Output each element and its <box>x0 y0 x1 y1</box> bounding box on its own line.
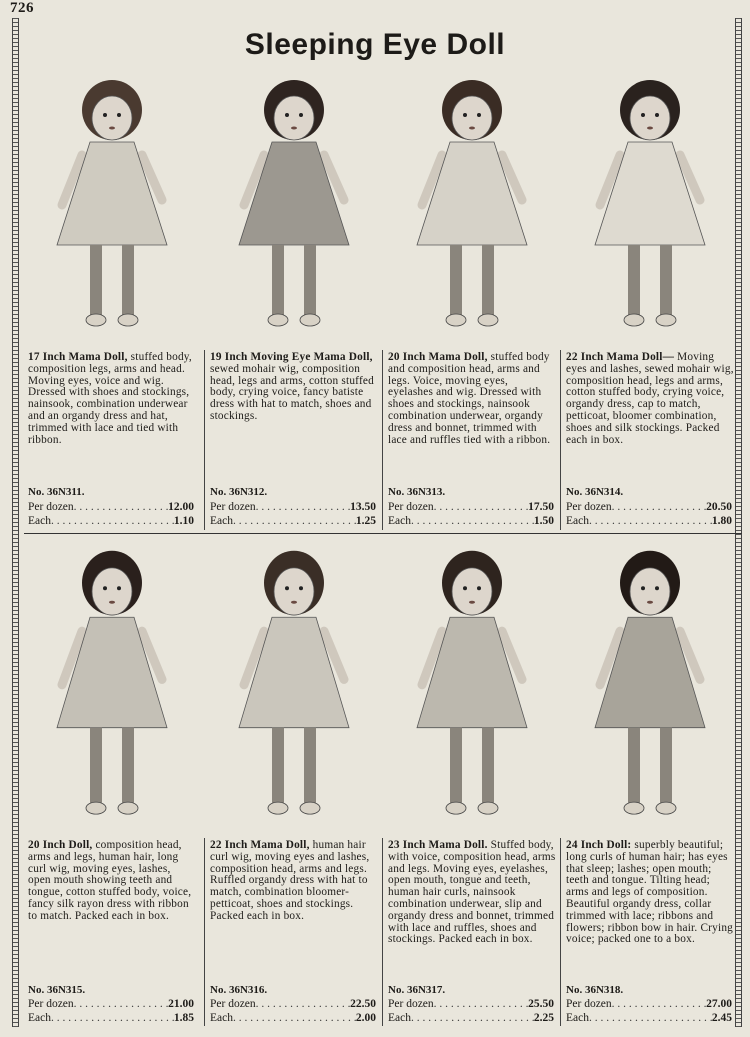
product-cell <box>384 540 560 1030</box>
doll-illustration <box>562 70 738 346</box>
doll-illustration <box>384 540 560 836</box>
price-per-dozen <box>28 998 194 1010</box>
price-value: 25.50 <box>528 998 554 1010</box>
doll-eye <box>463 113 467 117</box>
price-value: 1.80 <box>711 515 732 527</box>
product-description <box>210 840 378 923</box>
price-label: Per dozen <box>566 998 612 1010</box>
product-details: sewed mohair wig, composition head, legs and arms, cotton stuffed body, crying voice, fancy batiste dress with hat to match, shoes and stockings. <box>210 362 374 422</box>
product-name: 23 Inch Mama Doll. <box>388 839 488 851</box>
doll-dress <box>239 617 349 727</box>
price-value: 1.50 <box>533 515 554 527</box>
doll-leg <box>450 728 462 803</box>
price-per-dozen <box>388 501 554 513</box>
page-title: Sleeping Eye Doll <box>244 28 506 61</box>
top-product-row <box>24 70 742 530</box>
catalog-number: No. 36N312. <box>210 486 268 498</box>
price-each <box>388 515 554 527</box>
doll-leg <box>450 245 462 315</box>
catalog-number: No. 36N314. <box>566 486 624 498</box>
doll-leg <box>304 728 316 803</box>
price-label: Each <box>566 1012 589 1024</box>
doll-eye <box>641 113 645 117</box>
doll-leg <box>122 728 134 803</box>
product-name: 17 Inch Mama Doll, <box>28 351 128 363</box>
product-cell <box>24 70 200 530</box>
product-description <box>28 840 196 923</box>
catalog-number: No. 36N313. <box>388 486 446 498</box>
price-each <box>566 515 732 527</box>
price-each <box>566 1012 732 1024</box>
doll-leg <box>272 728 284 803</box>
doll-mouth <box>291 601 297 604</box>
doll-dress <box>57 142 167 245</box>
leader-dots <box>589 515 712 527</box>
leader-dots <box>233 1012 356 1024</box>
price-value: 2.45 <box>711 1012 732 1024</box>
doll-mouth <box>647 601 653 604</box>
price-label: Per dozen <box>210 998 256 1010</box>
product-cell <box>562 540 738 1030</box>
price-value: 2.00 <box>355 1012 376 1024</box>
doll-leg <box>628 245 640 315</box>
doll-eye <box>103 113 107 117</box>
doll-dress <box>595 142 705 245</box>
doll-shoe <box>478 802 498 814</box>
doll-illustration <box>206 70 382 346</box>
price-per-dozen <box>388 998 554 1010</box>
doll-leg <box>90 245 102 315</box>
doll-leg <box>482 245 494 315</box>
doll-dress <box>595 617 705 727</box>
doll-shoe <box>268 314 288 326</box>
product-details: superbly beautiful; long curls of human hair; has eyes that sleep; lashes; open mouth; teeth and tongue. Tilting head; arms and legs of composition. Beautiful organdy dress, collar trimmed with lace; ribbons and flowers; ribbon bow in hair. Crying voice; packed one to a box. <box>566 839 734 946</box>
product-description <box>388 840 556 946</box>
price-label: Each <box>28 1012 51 1024</box>
doll-eye <box>299 113 303 117</box>
doll-shoe <box>86 314 106 326</box>
doll-leg <box>660 728 672 803</box>
doll-face <box>92 96 132 140</box>
price-value: 1.85 <box>173 1012 194 1024</box>
doll-eye <box>285 586 289 590</box>
catalog-number: No. 36N315. <box>28 984 86 996</box>
price-value: 22.50 <box>350 998 376 1010</box>
doll-dress <box>417 617 527 727</box>
doll-shoe <box>624 802 644 814</box>
leader-dots <box>434 998 528 1010</box>
doll-eye <box>655 586 659 590</box>
doll-shoe <box>446 314 466 326</box>
product-details: stuffed body and composition head, arms and legs. Voice, moving eyes, eyelashes and wig. Dressed with shoes and stockings, nainsook combination underwear, organdy dress and bonnet, trimmed with lace and ruffles tied with a ribbon. <box>388 351 551 446</box>
price-value: 2.25 <box>533 1012 554 1024</box>
price-label: Each <box>210 515 233 527</box>
doll-leg <box>628 728 640 803</box>
leader-dots <box>411 515 534 527</box>
product-name: 20 Inch Mama Doll, <box>388 351 488 363</box>
doll-face <box>274 96 314 140</box>
doll-dress <box>417 142 527 245</box>
doll-eye <box>103 586 107 590</box>
doll-eye <box>477 586 481 590</box>
doll-eye <box>117 113 121 117</box>
doll-mouth <box>647 127 653 130</box>
doll-shoe <box>300 802 320 814</box>
price-value: 27.00 <box>706 998 732 1010</box>
leader-dots <box>51 1012 174 1024</box>
doll-eye <box>117 586 121 590</box>
leader-dots <box>74 998 168 1010</box>
leader-dots <box>411 1012 534 1024</box>
doll-shoe <box>300 314 320 326</box>
product-details: composition head, arms and legs, human hair, long curl wig, moving eyes, lashes, open mouth showing teeth and tongue, cotton stuffed body, voice, fancy silk rayon dress with ribbon to match. Packed each in box. <box>28 839 192 922</box>
price-per-dozen <box>566 501 732 513</box>
doll-mouth <box>469 127 475 130</box>
doll-face <box>630 96 670 140</box>
doll-eye <box>655 113 659 117</box>
price-label: Each <box>28 515 51 527</box>
doll-mouth <box>469 601 475 604</box>
doll-shoe <box>656 314 676 326</box>
doll-illustration <box>24 70 200 346</box>
doll-shoe <box>268 802 288 814</box>
doll-mouth <box>291 127 297 130</box>
price-each <box>28 515 194 527</box>
product-description <box>210 352 378 423</box>
doll-shoe <box>86 802 106 814</box>
doll-shoe <box>478 314 498 326</box>
leader-dots <box>589 1012 712 1024</box>
price-each <box>210 1012 376 1024</box>
price-label: Per dozen <box>210 501 256 513</box>
leader-dots <box>74 501 168 513</box>
doll-shoe <box>656 802 676 814</box>
price-label: Per dozen <box>28 998 74 1010</box>
doll-dress <box>57 617 167 727</box>
doll-shoe <box>118 314 138 326</box>
product-cell <box>206 540 382 1030</box>
price-value: 17.50 <box>528 501 554 513</box>
leader-dots <box>612 501 706 513</box>
doll-face <box>630 568 670 615</box>
doll-mouth <box>109 601 115 604</box>
product-cell <box>206 70 382 530</box>
doll-eye <box>299 586 303 590</box>
price-per-dozen <box>566 998 732 1010</box>
doll-eye <box>285 113 289 117</box>
doll-eye <box>641 586 645 590</box>
price-value: 12.00 <box>168 501 194 513</box>
doll-illustration <box>562 540 738 836</box>
price-label: Per dozen <box>566 501 612 513</box>
row-divider <box>24 533 742 534</box>
leader-dots <box>434 501 528 513</box>
column-divider <box>560 350 561 530</box>
price-value: 1.10 <box>173 515 194 527</box>
catalog-number: No. 36N316. <box>210 984 268 996</box>
product-name: 22 Inch Mama Doll— <box>566 351 675 363</box>
product-description <box>388 352 556 446</box>
leader-dots <box>256 501 350 513</box>
column-divider <box>382 838 383 1026</box>
product-details: Stuffed body, with voice, composition head, arms and legs. Moving eyes, eyelashes, open mouth, tongue and teeth, human hair curls, nainsook combination underwear, slip and organdy dress and bonnet, trimmed with lace and ruffles, shoes and stockings. Packed each in box. <box>388 839 556 946</box>
catalog-number: No. 36N317. <box>388 984 446 996</box>
price-label: Each <box>566 515 589 527</box>
doll-leg <box>304 245 316 315</box>
column-divider <box>204 350 205 530</box>
doll-leg <box>482 728 494 803</box>
price-value: 21.00 <box>168 998 194 1010</box>
price-each <box>210 515 376 527</box>
product-cell <box>384 70 560 530</box>
doll-shoe <box>118 802 138 814</box>
bottom-product-row <box>24 540 742 1030</box>
product-details: Moving eyes and lashes, sewed mohair wig, composition head, legs and arms, cotton stuffed body, crying voice, organdy dress, cap to match, petticoat, bloomer combination, shoes and silk stockings. Packed each in box. <box>566 351 734 446</box>
column-divider <box>560 838 561 1026</box>
doll-leg <box>122 245 134 315</box>
doll-leg <box>90 728 102 803</box>
product-description <box>28 352 196 446</box>
product-cell <box>562 70 738 530</box>
doll-shoe <box>624 314 644 326</box>
doll-shoe <box>446 802 466 814</box>
product-details: stuffed body, composition legs, arms and head. Moving eyes, voice and wig. Dressed with shoes and stockings, nainsook, combination underwear and an organdy dress and hat, trimmed with lace and tied with ribbon. <box>28 351 192 446</box>
product-description <box>566 352 734 446</box>
leader-dots <box>233 515 356 527</box>
doll-illustration <box>384 70 560 346</box>
product-description <box>566 840 734 946</box>
page-number: 726 <box>10 0 34 16</box>
leader-dots <box>612 998 706 1010</box>
price-per-dozen <box>28 501 194 513</box>
price-label: Each <box>388 1012 411 1024</box>
leader-dots <box>51 515 174 527</box>
doll-dress <box>239 142 349 245</box>
catalog-number: No. 36N311. <box>28 486 85 498</box>
product-details: human hair curl wig, moving eyes and lashes, composition head, arms and legs. Ruffled organdy dress with hat to match, combination bloomer-petticoat, shoes and stockings. Packed each in box. <box>210 839 370 922</box>
price-label: Each <box>210 1012 233 1024</box>
doll-eye <box>477 113 481 117</box>
doll-illustration <box>24 540 200 836</box>
price-value: 1.25 <box>355 515 376 527</box>
price-each <box>28 1012 194 1024</box>
doll-eye <box>463 586 467 590</box>
leader-dots <box>256 998 350 1010</box>
price-value: 20.50 <box>706 501 732 513</box>
column-divider <box>204 838 205 1026</box>
doll-mouth <box>109 127 115 130</box>
product-name: 24 Inch Doll: <box>566 839 632 851</box>
product-name: 22 Inch Mama Doll, <box>210 839 310 851</box>
product-cell <box>24 540 200 1030</box>
decorative-border-left <box>12 18 19 1027</box>
doll-illustration <box>206 540 382 836</box>
column-divider <box>382 350 383 530</box>
product-name: 20 Inch Doll, <box>28 839 93 851</box>
doll-leg <box>660 245 672 315</box>
doll-leg <box>272 245 284 315</box>
price-label: Per dozen <box>388 998 434 1010</box>
product-name: 19 Inch Moving Eye Mama Doll, <box>210 351 373 363</box>
doll-face <box>274 568 314 615</box>
price-label: Per dozen <box>28 501 74 513</box>
catalog-number: No. 36N318. <box>566 984 624 996</box>
price-each <box>388 1012 554 1024</box>
price-label: Per dozen <box>388 501 434 513</box>
price-value: 13.50 <box>350 501 376 513</box>
doll-face <box>452 96 492 140</box>
price-per-dozen <box>210 501 376 513</box>
price-label: Each <box>388 515 411 527</box>
doll-face <box>92 568 132 615</box>
price-per-dozen <box>210 998 376 1010</box>
doll-face <box>452 568 492 615</box>
